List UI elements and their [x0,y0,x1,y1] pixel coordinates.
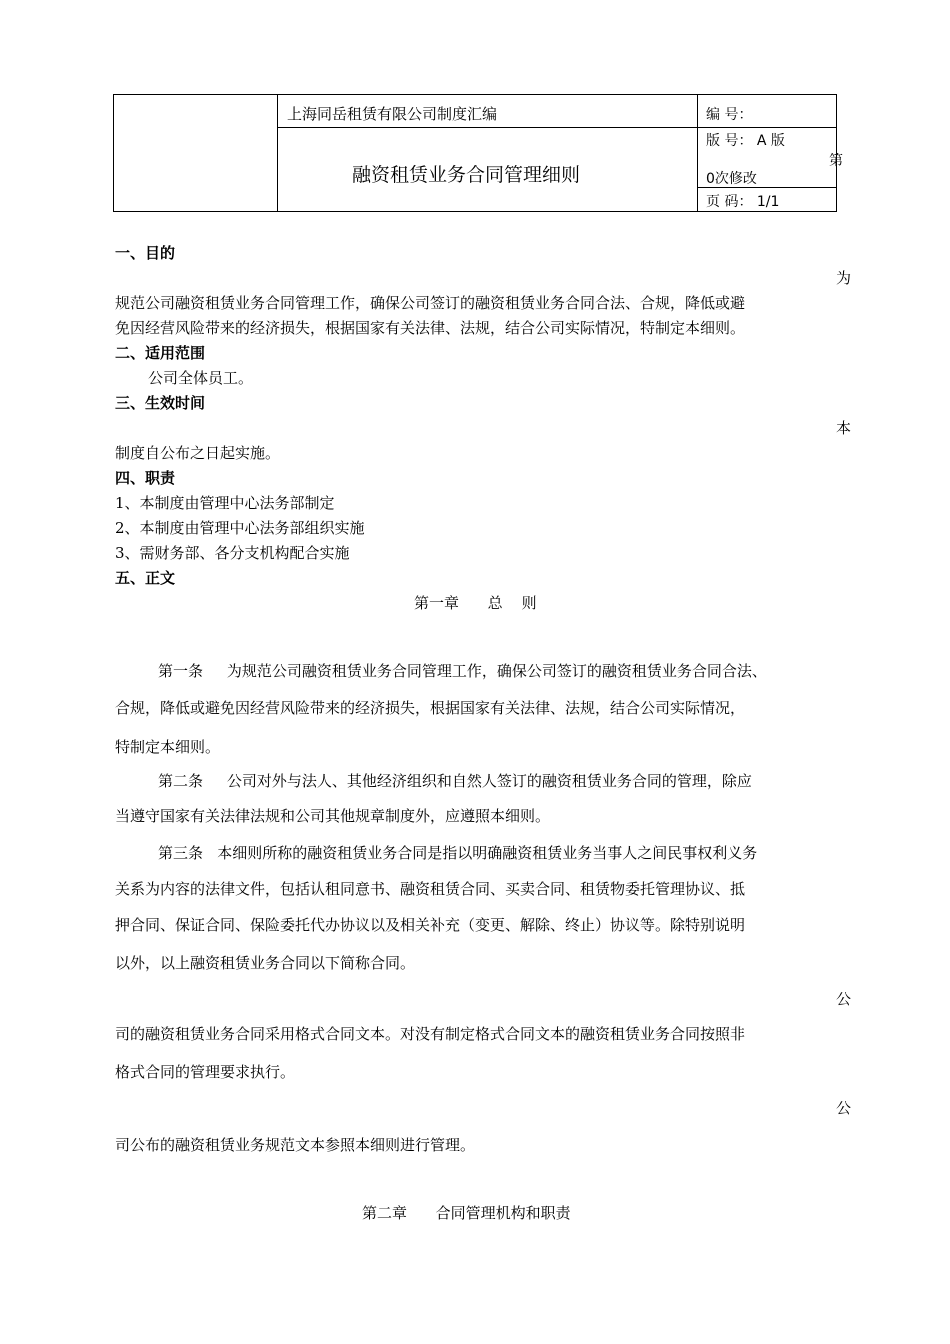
section-purpose-title: 一、目的 [115,244,176,262]
chapter-1-heading: 第一章 总 则 [414,594,537,612]
section-effective-title: 三、生效时间 [115,394,206,412]
article-2-line: 当遵守国家有关法律法规和公司其他规章制度外，应遵照本细则。 [115,807,551,825]
article-2-line: 第二条 公司对外与法人、其他经济组织和自然人签订的融资租赁业务合同的管理，除应 [158,772,752,790]
header-divider-right [697,95,698,211]
article-4-line: 司的融资租赁业务合同采用格式合同文本。对没有制定格式合同文本的融资租赁业务合同按照非 [115,1025,746,1043]
article-3-line: 第三条 本细则所称的融资租赁业务合同是指以明确融资租赁业务当事人之间民事权利义务 [158,844,758,862]
number-label: 编 号： [706,107,753,123]
scope-text: 公司全体员工。 [148,369,254,387]
purpose-first-char: 为 [836,269,852,287]
article-3-line: 关系为内容的法律文件，包括认租同意书、融资租赁合同、买卖合同、租赁物委托管理协议、抵 [115,880,746,898]
duty-item: 2、本制度由管理中心法务部组织实施 [115,519,365,537]
company-name: 上海同岳租赁有限公司制度汇编 [287,105,498,123]
article-5-line: 司公布的融资租赁业务规范文本参照本细则进行管理。 [115,1136,476,1154]
duty-item: 1、本制度由管理中心法务部制定 [115,494,335,512]
version-suffix: 第 [829,153,843,169]
revision-label: 0次修改 [706,171,757,187]
purpose-text-line: 免因经营风险带来的经济损失，根据国家有关法律、法规，结合公司实际情况，特制定本细则。 [115,319,746,337]
article-4-line: 格式合同的管理要求执行。 [115,1063,296,1081]
article-1-line: 第一条 为规范公司融资租赁业务合同管理工作，确保公司签订的融资租赁业务合同合法、 [158,662,767,680]
section-duty-title: 四、职责 [115,469,176,487]
article-3-line: 以外，以上融资租赁业务合同以下简称合同。 [115,954,416,972]
article-1-line: 合规，降低或避免因经营风险带来的经济损失，根据国家有关法律、法规，结合公司实际情况， [115,699,746,717]
section-scope-title: 二、适用范围 [115,344,206,362]
effective-first-char: 本 [836,419,852,437]
version-label: 版 号： A 版 [706,133,785,149]
header-row-divider [277,127,836,128]
article-3-line: 押合同、保证合同、保险委托代办协议以及相关补充（变更、解除、终止）协议等。除特别说明 [115,916,746,934]
chapter-2-heading: 第二章 合同管理机构和职责 [362,1204,571,1222]
article-5-first-char: 公 [836,1099,852,1117]
document-title: 融资租赁业务合同管理细则 [352,164,581,186]
effective-text: 制度自公布之日起实施。 [115,444,281,462]
duty-item: 3、需财务部、各分支机构配合实施 [115,544,350,562]
header-divider-left [277,95,278,211]
purpose-text-line: 规范公司融资租赁业务合同管理工作，确保公司签订的融资租赁业务合同合法、合规，降低或避 [115,294,746,312]
section-body-title: 五、正文 [115,569,176,587]
page-number-label: 页 码： 1/1 [706,194,780,210]
article-4-first-char: 公 [836,990,852,1008]
article-1-line: 特制定本细则。 [115,738,221,756]
